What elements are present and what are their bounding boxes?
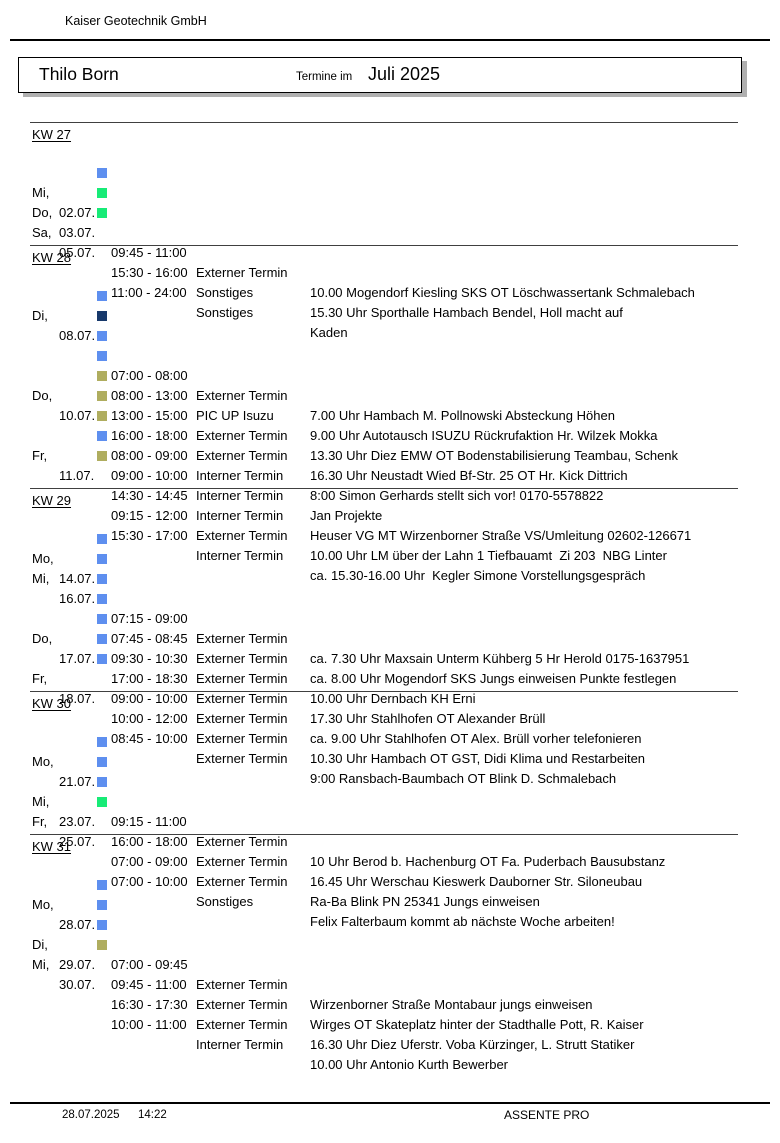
- time-range: 16:30 - 17:30: [111, 997, 188, 1012]
- weekday-label: Do,: [32, 205, 53, 220]
- date-label: 14.07.: [59, 571, 96, 586]
- time-range: 07:00 - 10:00: [111, 874, 188, 889]
- appointment-text: 9:00 Ransbach-Baumbach OT Blink D. Schmalebach: [310, 771, 617, 786]
- appointment-type: Externer Termin: [196, 834, 288, 849]
- time-range: 14:30 - 14:45: [111, 488, 188, 503]
- appointment-type: Externer Termin: [196, 651, 288, 666]
- appointment-text: 10.00 Mogendorf Kiesling SKS OT Löschwassertank Schmalebach: [310, 285, 695, 300]
- week-rows: [30, 875, 738, 1072]
- date-label: 21.07.: [59, 774, 96, 789]
- appointment-type: Externer Termin: [196, 1017, 288, 1032]
- category-color-square: [97, 534, 107, 544]
- appointment-text: ca. 7.30 Uhr Maxsain Unterm Kühberg 5 Hr Herold 0175-1637951: [310, 651, 690, 666]
- category-color-square: [97, 431, 107, 441]
- appointment-type: Externer Termin: [196, 977, 288, 992]
- appointment-text: 8:00 Simon Gerhards stellt sich vor! 0170-5578822: [310, 488, 604, 503]
- weekday-label: Di,: [32, 308, 48, 323]
- report-title-prefix: Termine im: [296, 71, 353, 83]
- time-range: 09:00 - 10:00: [111, 691, 188, 706]
- weekday-label: Mi,: [32, 185, 50, 200]
- category-color-square: [97, 371, 107, 381]
- category-color-square: [97, 654, 107, 664]
- appointment-text: 17.30 Uhr Stahlhofen OT Alexander Brüll: [310, 711, 546, 726]
- category-color-square: [97, 331, 107, 341]
- footer-rule: [10, 1102, 770, 1104]
- category-color-square: [97, 188, 107, 198]
- weekday-label: Sa,: [32, 225, 52, 240]
- appointment-type: Externer Termin: [196, 528, 288, 543]
- time-range: 11:00 - 24:00: [111, 285, 187, 300]
- appointment-type: Externer Termin: [196, 751, 288, 766]
- time-range: 09:15 - 12:00: [111, 508, 188, 523]
- time-range: 15:30 - 16:00: [111, 265, 188, 280]
- appointment-text: Heuser VG MT Wirzenborner Straße VS/Umleitung 02602-126671: [310, 528, 692, 543]
- category-color-square: [97, 574, 107, 584]
- appointment-text: 7.00 Uhr Hambach M. Pollnowski Absteckung Höhen: [310, 408, 615, 423]
- appointment-type: Externer Termin: [196, 997, 288, 1012]
- appointment-type: Externer Termin: [196, 671, 288, 686]
- person-name: Thilo Born: [39, 64, 119, 84]
- appointment-type: PIC UP Isuzu: [196, 408, 274, 423]
- appointment-text: 13.30 Uhr Diez EMW OT Bodenstabilisierung Teambau, Schenk: [310, 448, 679, 463]
- appointment-text: 9.00 Uhr Autotausch ISUZU Rückrufaktion Hr. Wilzek Mokka: [310, 428, 658, 443]
- appointment-text: 15.30 Uhr Sporthalle Hambach Bendel, Holl macht auf: [310, 305, 623, 320]
- category-color-square: [97, 757, 107, 767]
- weekday-label: Mi,: [32, 794, 50, 809]
- appointment-text: 16.30 Uhr Neustadt Wied Bf-Str. 25 OT Hr. Kick Dittrich: [310, 468, 628, 483]
- time-range: 15:30 - 17:00: [111, 528, 188, 543]
- appointment-text: Wirges OT Skateplatz hinter der Stadthalle Pott, R. Kaiser: [310, 1017, 644, 1032]
- weekday-label: Di,: [32, 937, 48, 952]
- date-label: 05.07.: [59, 245, 96, 260]
- time-range: 10:00 - 11:00: [111, 1017, 187, 1032]
- date-label: 18.07.: [59, 691, 96, 706]
- appointment-type: Externer Termin: [196, 631, 288, 646]
- time-range: 09:00 - 10:00: [111, 468, 188, 483]
- appointment-text: Jan Projekte: [310, 508, 383, 523]
- header-rule: [10, 39, 770, 41]
- time-range: 16:00 - 18:00: [111, 834, 188, 849]
- time-range: 07:45 - 08:45: [111, 631, 188, 646]
- appointment-type: Externer Termin: [196, 711, 288, 726]
- date-label: 30.07.: [59, 977, 96, 992]
- category-color-square: [97, 411, 107, 421]
- appointment-text: 10 Uhr Berod b. Hachenburg OT Fa. Puderbach Bausubstanz: [310, 854, 666, 869]
- app-name: ASSENTE PRO: [504, 1108, 590, 1122]
- appointment-type: Externer Termin: [196, 388, 288, 403]
- time-range: 09:45 - 11:00: [111, 977, 187, 992]
- date-label: 03.07.: [59, 225, 96, 240]
- appointment-type: Externer Termin: [196, 265, 288, 280]
- time-range: 08:45 - 10:00: [111, 731, 188, 746]
- date-label: 08.07.: [59, 328, 96, 343]
- appointment-text: 10.00 Uhr Antonio Kurth Bewerber: [310, 1057, 509, 1072]
- appointment-type: Externer Termin: [196, 428, 288, 443]
- date-label: 17.07.: [59, 651, 96, 666]
- time-range: 07:00 - 09:00: [111, 854, 188, 869]
- time-range: 16:00 - 18:00: [111, 428, 188, 443]
- category-color-square: [97, 311, 107, 321]
- weekday-label: Fr,: [32, 814, 48, 829]
- print-date: 28.07.2025: [62, 1109, 120, 1121]
- appointment-text: ca. 15.30-16.00 Uhr Kegler Simone Vorstellungsgespräch: [310, 568, 646, 583]
- time-range: 09:30 - 10:30: [111, 651, 188, 666]
- report-title-month: Juli 2025: [368, 64, 441, 84]
- weeks-list: [30, 122, 738, 1072]
- appointment-text: 16.30 Uhr Diez Uferstr. Voba Kürzinger, L. Strutt Statiker: [310, 1037, 635, 1052]
- appointment-text: ca. 9.00 Uhr Stahlhofen OT Alex. Brüll vorher telefonieren: [310, 731, 642, 746]
- time-range: 08:00 - 09:00: [111, 448, 188, 463]
- category-color-square: [97, 351, 107, 361]
- appointment-text: Felix Falterbaum kommt ab nächste Woche arbeiten!: [310, 914, 615, 929]
- appointment-type: Sonstiges: [196, 305, 254, 320]
- weekday-label: Mi,: [32, 957, 50, 972]
- time-range: 10:00 - 12:00: [111, 711, 188, 726]
- appointment-type: Interner Termin: [196, 1037, 284, 1052]
- category-color-square: [97, 634, 107, 644]
- appointment-type: Externer Termin: [196, 691, 288, 706]
- appointment-type: Interner Termin: [196, 488, 284, 503]
- category-color-square: [97, 554, 107, 564]
- appointment-text: 10.30 Uhr Hambach OT GST, Didi Klima und Restarbeiten: [310, 751, 646, 766]
- appointment-type: Externer Termin: [196, 874, 288, 889]
- date-label: 02.07.: [59, 205, 96, 220]
- week-label: KW 30: [32, 696, 72, 711]
- category-color-square: [97, 880, 107, 890]
- category-color-square: [97, 208, 107, 218]
- time-range: 07:00 - 08:00: [111, 368, 188, 383]
- date-label: 28.07.: [59, 917, 96, 932]
- date-label: 11.07.: [59, 468, 95, 483]
- week-label: KW 29: [32, 493, 72, 508]
- category-color-square: [97, 777, 107, 787]
- weekday-label: Fr,: [32, 448, 48, 463]
- weekday-label: Mo,: [32, 551, 54, 566]
- appointment-type: Externer Termin: [196, 854, 288, 869]
- category-color-square: [97, 940, 107, 950]
- appointment-type: Interner Termin: [196, 548, 284, 563]
- appointment-text: 10.00 Uhr LM über der Lahn 1 Tiefbauamt Zi 203 NBG Linter: [310, 548, 667, 563]
- appointment-type: Externer Termin: [196, 448, 288, 463]
- company-name: Kaiser Geotechnik GmbH: [65, 14, 207, 28]
- appointment-type: Sonstiges: [196, 285, 254, 300]
- date-label: 29.07.: [59, 957, 96, 972]
- appointment-text: 10.00 Uhr Dernbach KH Erni: [310, 691, 476, 706]
- category-color-square: [97, 737, 107, 747]
- appointment-text: Kaden: [310, 325, 348, 340]
- week-label: KW 27: [32, 127, 72, 142]
- date-label: 16.07.: [59, 591, 96, 606]
- category-color-square: [97, 797, 107, 807]
- weekday-label: Mo,: [32, 897, 54, 912]
- time-range: 17:00 - 18:30: [111, 671, 188, 686]
- week-label: KW 28: [32, 250, 72, 265]
- weekday-label: Mi,: [32, 571, 50, 586]
- category-color-square: [97, 451, 107, 461]
- time-range: 09:15 - 11:00: [111, 814, 187, 829]
- time-range: 09:45 - 11:00: [111, 245, 187, 260]
- time-range: 07:15 - 09:00: [111, 611, 188, 626]
- appointment-type: Interner Termin: [196, 468, 284, 483]
- category-color-square: [97, 614, 107, 624]
- appointment-text: Ra-Ba Blink PN 25341 Jungs einweisen: [310, 894, 540, 909]
- category-color-square: [97, 920, 107, 930]
- appointment-type: Externer Termin: [196, 731, 288, 746]
- appointment-text: 16.45 Uhr Werschau Kieswerk Dauborner Str. Siloneubau: [310, 874, 643, 889]
- category-color-square: [97, 168, 107, 178]
- time-range: 08:00 - 13:00: [111, 388, 188, 403]
- category-color-square: [97, 900, 107, 910]
- appointment-text: ca. 8.00 Uhr Mogendorf SKS Jungs einweisen Punkte festlegen: [310, 671, 677, 686]
- date-label: 10.07.: [59, 408, 96, 423]
- weekday-label: Do,: [32, 631, 53, 646]
- print-time: 14:22: [138, 1109, 167, 1121]
- weekday-label: Mo,: [32, 754, 54, 769]
- category-color-square: [97, 594, 107, 604]
- time-range: 13:00 - 15:00: [111, 408, 188, 423]
- weekday-label: Fr,: [32, 671, 48, 686]
- title-box: [18, 57, 742, 93]
- week-label: KW 31: [32, 839, 72, 854]
- weekday-label: Do,: [32, 388, 53, 403]
- date-label: 23.07.: [59, 814, 96, 829]
- appointment-type: Interner Termin: [196, 508, 284, 523]
- category-color-square: [97, 391, 107, 401]
- time-range: 07:00 - 09:45: [111, 957, 188, 972]
- appointment-text: Wirzenborner Straße Montabaur jungs einweisen: [310, 997, 593, 1012]
- date-label: 25.07.: [59, 834, 96, 849]
- category-color-square: [97, 291, 107, 301]
- appointment-type: Sonstiges: [196, 894, 254, 909]
